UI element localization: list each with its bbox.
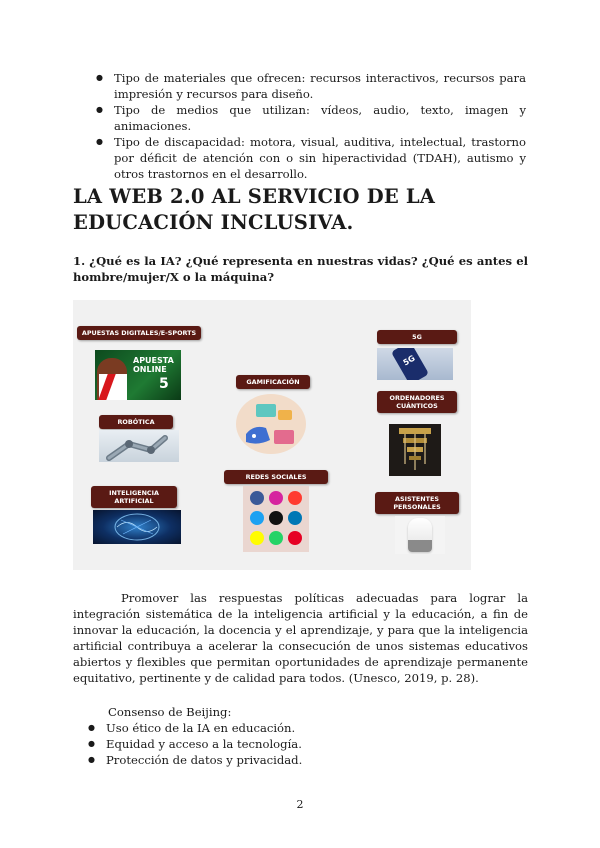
unesco-quote-paragraph: Promover las respuestas políticas adecuadas para lograr la integración sistemática de la inteligencia artificial y la educación, a fin de innovar la educación, la docencia y el aprendizaje, y para que la inteligencia artificial contribuya a acelerar la consecución de unos sistemas educativos abiertos y flexibles que permitan oportunidades de aprendizaje permanente equitativo, pertinente y de calidad para todos. (Unesco, 2019, p. 28). bbox=[73, 591, 528, 685]
phone-5g-image bbox=[377, 348, 453, 380]
list-item: ● Protección de datos y privacidad. bbox=[88, 752, 488, 768]
smart-speaker-image bbox=[395, 516, 445, 554]
page-number: 2 bbox=[296, 798, 304, 811]
label-5g: 5G bbox=[377, 330, 457, 344]
ai-topics-figure bbox=[73, 300, 471, 570]
consenso-title: Consenso de Beijing: bbox=[108, 705, 232, 719]
list-item: ● Tipo de discapacidad: motora, visual, auditiva, intelectual, trastorno por déficit de atención con o sin hiperactividad (TDAH), autismo y otros trastornos en el desarrollo. bbox=[96, 134, 526, 182]
label-gamificacion: GAMIFICACIÓN bbox=[236, 375, 310, 389]
list-item: ● Tipo de medios que utilizan: vídeos, audio, texto, imagen y animaciones. bbox=[96, 102, 526, 134]
list-item: ● Uso ético de la IA en educación. bbox=[88, 720, 488, 736]
social-icons-image bbox=[243, 486, 309, 552]
label-inteligencia: INTELIGENCIA ARTIFICIAL bbox=[91, 486, 177, 508]
label-ordenadores: ORDENADORES CUÁNTICOS bbox=[377, 391, 457, 413]
phone-5g-text: 5G bbox=[401, 353, 417, 368]
label-asistentes: ASISTENTES PERSONALES bbox=[375, 492, 459, 514]
question-text: 1. ¿Qué es la IA? ¿Qué representa en nuestras vidas? ¿Qué es antes el hombre/mujer/X o la máquina? bbox=[73, 254, 528, 284]
label-apuestas: APUESTAS DIGITALES/E-SPORTS bbox=[77, 326, 201, 340]
apuesta-online-text: APUESTA ONLINE bbox=[133, 356, 174, 374]
list-item: ● Tipo de materiales que ofrecen: recursos interactivos, recursos para impresión y recursos para diseño. bbox=[96, 70, 526, 102]
gamification-image bbox=[236, 394, 306, 454]
resource-types-list bbox=[96, 70, 526, 182]
betting-image bbox=[95, 350, 181, 400]
ai-brain-image bbox=[93, 510, 181, 544]
section-heading: LA WEB 2.0 AL SERVICIO DE LA EDUCACIÓN INCLUSIVA. bbox=[73, 185, 436, 234]
label-robotica: ROBÓTICA bbox=[99, 415, 173, 429]
label-redes: REDES SOCIALES bbox=[224, 470, 328, 484]
list-item: ● Equidad y acceso a la tecnología. bbox=[88, 736, 488, 752]
robot-arm-image bbox=[99, 430, 179, 462]
quantum-computer-image bbox=[389, 424, 441, 476]
consenso-list bbox=[88, 720, 488, 768]
apuesta-number: 5 bbox=[159, 376, 169, 392]
